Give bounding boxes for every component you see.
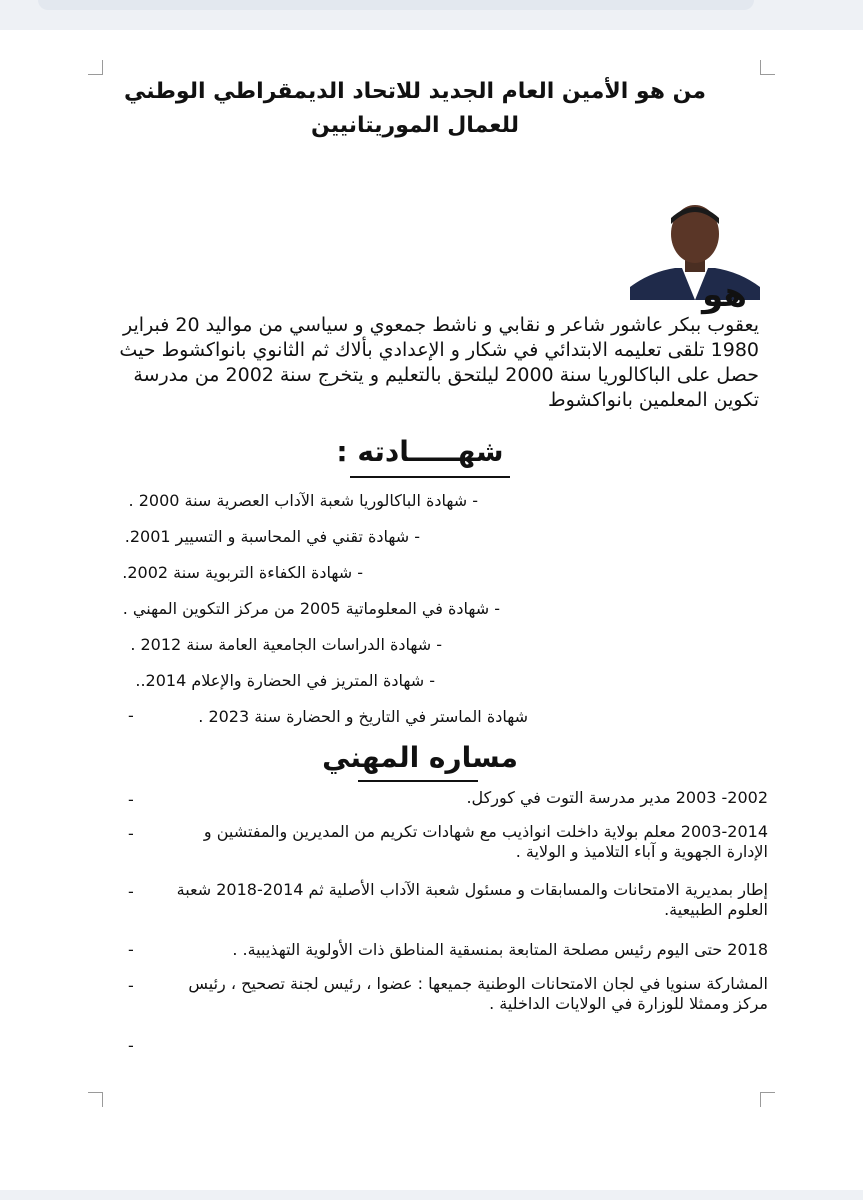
crop-mark-top-right <box>760 60 775 75</box>
degree-item-7-bullet: - <box>128 706 134 725</box>
photo-caption: هو <box>702 275 747 315</box>
career-bullet-4: - <box>128 940 134 959</box>
degree-item-7: شهادة الماستر في التاريخ و الحضارة سنة 2023 . <box>198 707 528 726</box>
document-page <box>0 30 863 1190</box>
degrees-heading <box>300 432 540 472</box>
degree-item-5: - شهادة الدراسات الجامعية العامة سنة 2012 . <box>130 635 442 654</box>
document-title: من هو الأمين العام الجديد للاتحاد الديمقراطي الوطني للعمال الموريتانيين <box>123 79 707 138</box>
viewer-top-bar <box>38 0 754 10</box>
career-heading-underline <box>358 780 478 782</box>
career-item-2: 2003-2014 معلم بولاية داخلت انواذيب مع شهادات تكريم من المديرين والمفتشين و الإدارة الجهوية و آباء التلاميذ و الولاية . <box>203 822 768 861</box>
career-heading-text: مساره المهني <box>322 741 518 774</box>
career-heading <box>300 738 540 778</box>
biography-paragraph: يعقوب ببكر عاشور شاعر و نقابي و ناشط جمعوي و سياسي من مواليد 20 فبراير 1980 تلقى تعليمه الابتدائي في شكار و الإعدادي بألاك ثم الثانوي بانواكشوط حيث حصل على الباكالوريا سنة 2000 ليلتحق بالتعليم و يتخرج سنة 2002 من مدرسة تكوين المعلمين بانواكشوط <box>119 314 759 411</box>
career-bullet-1: - <box>128 790 134 809</box>
crop-mark-bottom-right <box>760 1092 775 1107</box>
degree-item-6: - شهادة المتريز في الحضارة والإعلام 2014.. <box>135 671 435 690</box>
career-bullet-2: - <box>128 824 134 843</box>
career-item-4: 2018 حتى اليوم رئيس مصلحة المتابعة بمنسقية المناطق ذات الأولوية التهذيبية. . <box>232 940 768 959</box>
career-bullet-3: - <box>128 882 134 901</box>
crop-mark-top-left <box>88 60 103 75</box>
degree-item-4: - شهادة في المعلوماتية 2005 من مركز التكوين المهني . <box>122 599 500 618</box>
degree-item-2: - شهادة تقني في المحاسبة و التسيير 2001. <box>124 527 420 546</box>
degrees-heading-underline <box>350 476 510 478</box>
career-bullet-6: - <box>128 1036 134 1055</box>
career-bullet-5: - <box>128 976 134 995</box>
degrees-heading-text: شهـــــادته : <box>336 435 504 468</box>
crop-mark-bottom-left <box>88 1092 103 1107</box>
career-item-5: المشاركة سنويا في لجان الامتحانات الوطنية جميعها : عضوا ، رئيس لجنة تصحيح ، رئيس مركز وممثلا للوزارة في الولايات الداخلية . <box>188 974 768 1013</box>
degree-item-1: - شهادة الباكالوريا شعبة الآداب العصرية سنة 2000 . <box>128 491 478 510</box>
career-item-3: إطار بمديرية الامتحانات والمسابقات و مسئول شعبة الآداب الأصلية ثم 2014-2018 شعبة العلوم الطبيعية. <box>176 880 768 919</box>
career-item-1: 2002- 2003 مدير مدرسة التوت في كوركل. <box>466 788 768 807</box>
degree-item-3: - شهادة الكفاءة التربوية سنة 2002. <box>122 563 363 582</box>
